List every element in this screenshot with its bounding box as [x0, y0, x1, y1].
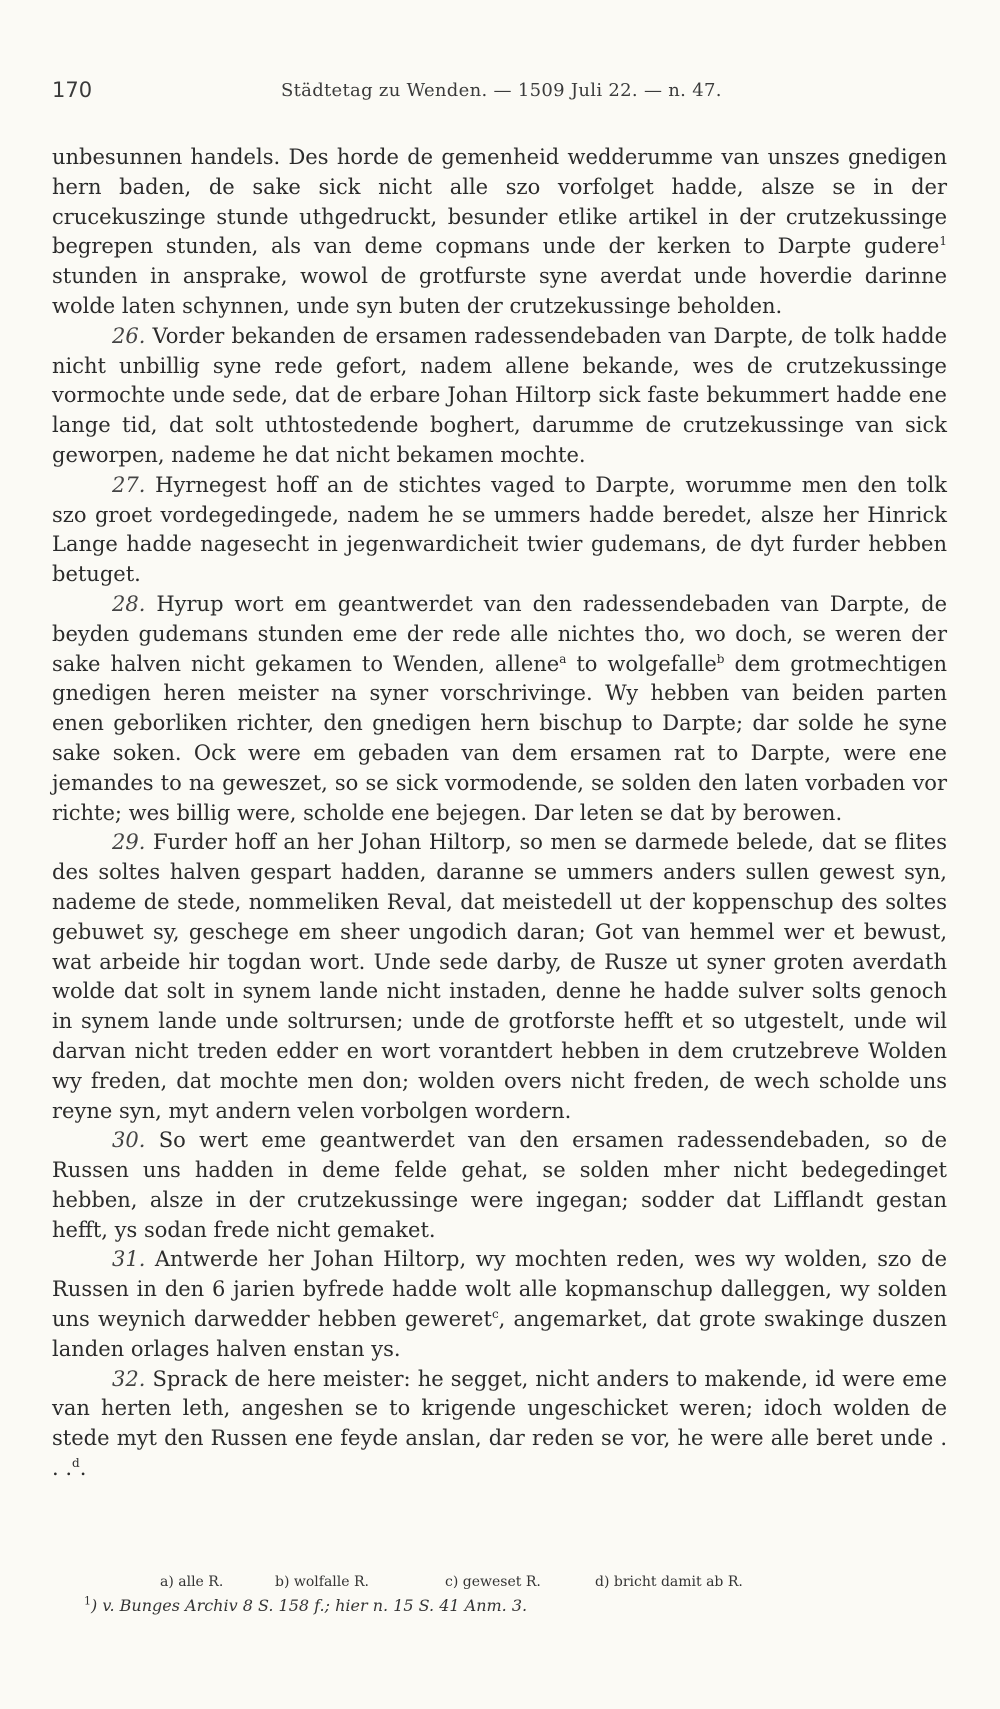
section-text: Vorder bekanden de ersamen radessendebaden van Darpte, de tolk hadde nicht unbillig syne rede gefort, nadem allene bekande, wes de crutzekussinge vormochte unde sede, dat de erbare Johan Hiltorp sick faste bekummert hadde ene lange tid, dat solt uthtostedende boghert, darumme de crutzekussinge van sick geworpen, nademe he dat nicht bekamen mochte. — [52, 323, 947, 467]
section-26 — [52, 322, 947, 471]
footnote-ref-1: 1 — [939, 234, 947, 249]
section-31 — [52, 1245, 947, 1364]
section-text: to wolgefalle — [566, 651, 717, 676]
section-text: . — [79, 1456, 87, 1481]
section-number: 27. — [112, 472, 146, 497]
paragraph-text: unbesunnen handels. Des horde de gemenheid wedderumme van unszes gnedigen hern baden, de sake sick nicht alle szo vorfolget hadde, alsze se in der crucekuszinge stunde uthgedruckt, besunder etlike artikel in der crutzekussinge begrepen stunden, als van deme copmans unde der kerken to Darpte gudere — [52, 145, 947, 259]
section-text: Furder hoff an her Johan Hiltorp, so men se darmede belede, dat se flites des soltes halven gespart hadden, daranne se ummers anders sullen gewest syn, nademe de stede, nommeliken Reval, dat meistedell ut der koppenschup des soltes gebuwet sy, geschege em sheer ungodich daran; Got van hemmel wer et bewust, wat arbeide hir togdan wort. Unde sede darby, de Rusze ut syner groten averdath wolde dat solt in synem lande nicht instaden, denne he hadde sulver solts genoch in synem lande unde soltrursen; unde de grotforste hefft et so utgestelt, unde wil darvan nicht treden edder en wort vorantdert hebben in dem crutzebreve Wolden wy freden, dat mochte men don; wolden overs nicht freden, de wech scholde uns reyne syn, myt andern velen vorbolgen wordern. — [52, 830, 947, 1123]
variant-notes — [160, 1574, 947, 1590]
section-text: So wert eme geantwerdet van den ersamen radessendebaden, so de Russen uns hadden in deme felde gehat, se solden mher nicht bedegedinget hebben, alsze in der crutzekussinge were ingegan; sodder dat Lifflandt gestan hefft, ys sodan frede nicht gemaket. — [52, 1128, 947, 1242]
section-29 — [52, 828, 947, 1126]
section-28 — [52, 590, 947, 828]
page-header — [52, 78, 947, 118]
section-text: Antwerde her Johan Hiltorp, wy mochten reden, wes wy wolden, szo de Russen in den 6 jarien byfrede hadde wolt alle kopmanschup dalleggen, wy solden uns weynich darwedder hebben geweret — [52, 1247, 947, 1332]
section-text: Sprack de here meister: he segget, nicht anders to makende, id were eme van herten leth, angeshen se to krigende ungeschicket weren; idoch wolden de stede myt den Russen ene feyde anslan, dar reden se vor, he were alle beret unde . . . — [52, 1366, 947, 1481]
paragraph-text: stunden in ansprake, wowol de grotfurste syne averdat unde hoverdie darinne wolde laten schynnen, unde syn buten der crutzekussinge beholden. — [52, 264, 947, 318]
section-number: 32. — [112, 1366, 146, 1391]
footnote-ref-d: d — [72, 1456, 80, 1471]
footnote-a: a) alle R. — [160, 1574, 224, 1590]
section-number: 28. — [112, 591, 146, 616]
section-30 — [52, 1126, 947, 1245]
body-text — [52, 143, 947, 1484]
section-32 — [52, 1365, 947, 1484]
section-number: 26. — [112, 323, 146, 348]
section-number: 30. — [112, 1128, 146, 1153]
section-text: dem grotmechtigen gnedigen heren meister na syner vorschrivinge. Wy hebben van beiden parten enen geborliken richter, den gnedigen hern bischup to Darpte; dar solde he syne sake soken. Ock were em gebaden van dem ersamen rat to Darpte, were ene jemandes to na geweszet, so se sick vormodende, se solden den laten vorbaden vor richte; wes billig were, scholde ene bejegen. Dar leten se dat by berowen. — [52, 651, 947, 825]
footnote-ref-c: c — [491, 1307, 499, 1322]
footnote-d: d) bricht damit ab R. — [595, 1574, 743, 1590]
footnote-1-mark: 1 — [84, 1594, 91, 1608]
footnote-ref-b: b — [716, 651, 725, 666]
footnotes — [52, 1574, 947, 1615]
footnote-1-text: ) v. Bunges Archiv 8 S. 158 f.; hier n. 15 S. 41 Anm. 3. — [91, 1596, 528, 1615]
section-text: Hyrup wort em geantwerdet van den radessendebaden van Darpte, de beyden gudemans stunden eme der rede alle nichtes tho, wo doch, se weren der sake halven nicht gekamen to Wenden, allene — [52, 591, 947, 676]
footnote-b: b) wolfalle R. — [275, 1574, 369, 1590]
section-text: Hyrnegest hoff an de stichtes vaged to Darpte, worumme men den tolk szo groet vordegedingede, nadem he se ummers hadde beredet, alsze her Hinrick Lange hadde nagesecht in jegenwardicheit twier gudemans, de dyt furder hebben betuget. — [52, 472, 947, 587]
section-27 — [52, 471, 947, 590]
section-number: 29. — [112, 830, 146, 855]
running-title: Städtetag zu Wenden. — 1509 Juli 22. — n. 47. — [281, 80, 722, 101]
footnote-c: c) geweset R. — [445, 1574, 541, 1590]
section-number: 31. — [112, 1247, 146, 1272]
footnote-ref-a: a — [559, 651, 567, 666]
page-number: 170 — [52, 78, 93, 102]
paragraph-intro — [52, 143, 947, 322]
footnote-1 — [84, 1596, 947, 1615]
section-text: , angemarket, dat grote swakinge duszen landen orlages halven enstan ys. — [52, 1307, 947, 1361]
